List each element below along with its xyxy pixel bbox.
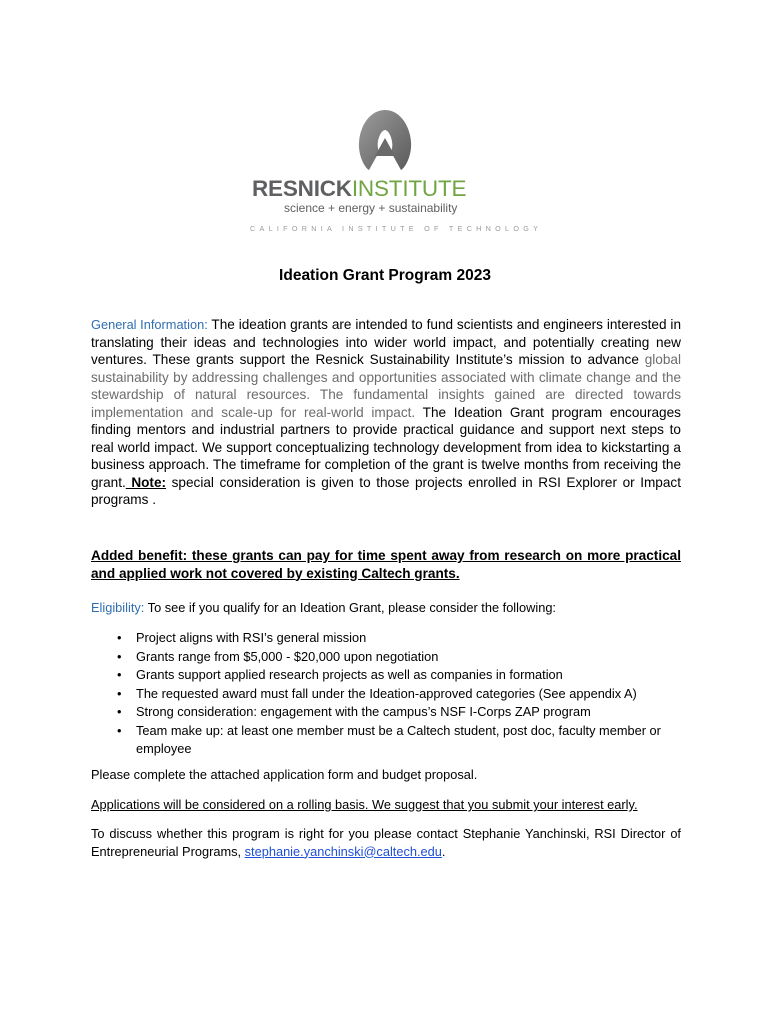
general-information-label: General Information:: [91, 317, 208, 332]
application-instruction: Please complete the attached application form and budget proposal.: [91, 767, 478, 782]
resnick-institute-logo: [0, 108, 770, 236]
resnick-logo-mark-icon: [355, 108, 415, 172]
list-item: • Project aligns with RSI’s general mission: [117, 630, 367, 645]
eligibility-label: Eligibility:: [91, 600, 145, 615]
rolling-basis-note: Applications will be considered on a rolling basis. We suggest that you submit your interest early.: [91, 797, 638, 812]
list-item: • The requested award must fall under the Ideation-approved categories (See appendix A): [117, 685, 637, 701]
logo-wordmark: RESNICKINSTITUTE: [252, 176, 467, 201]
added-benefit-statement: Added benefit: these grants can pay for time spent away from research on more practical and applied work not covered by existing Caltech grants.: [91, 548, 681, 581]
contact-email-link[interactable]: stephanie.yanchinski@caltech.edu: [244, 843, 442, 859]
page-title: Ideation Grant Program 2023: [279, 267, 491, 284]
eligibility-intro: Eligibility: To see if you qualify for an Ideation Grant, please consider the following:: [91, 600, 556, 615]
list-item: • Team make up: at least one member must be a Caltech student, post doc, faculty member or employee: [117, 722, 661, 756]
list-item: • Grants range from $5,000 - $20,000 upon negotiation: [117, 648, 439, 664]
list-item: • Strong consideration: engagement with the campus’s NSF I-Corps ZAP program: [117, 704, 591, 719]
logo-tagline: science + energy + sustainability: [284, 201, 458, 215]
contact-paragraph: To discuss whether this program is right for you please contact Stephanie Yanchinski, RSI Director of Entrepreneurial Programs, stephanie.yanchinski@caltech.edu.: [91, 826, 681, 859]
general-information-paragraph: General Information: The ideation grants are intended to fund scientists and engineers interested in translating their ideas and technologies into wider world impact, and potentially creating new ventures. These grants support the Resnick Sustainability Institute’s mission to advance global sustainability by addressing challenges and opportunities associated with climate change and the stewardship of natural resources. The fundamental insights gained are directed towards implementation and scale-up for real-world impact. The Ideation Grant program encourages finding mentors and industrial partners to provide practical guidance and support next steps to real world impact. We support conceptualizing technology development from idea to kickstarting a business approach. The timeframe for completion of the grant is twelve months from receiving the grant. Note: special consideration is given to those projects enrolled in RSI Explorer or Impact programs .: [91, 317, 682, 507]
note-label: Note:: [125, 474, 167, 490]
logo-subtitle: CALIFORNIA INSTITUTE OF TECHNOLOGY: [250, 224, 543, 233]
list-item: • Grants support applied research projects as well as companies in formation: [117, 667, 563, 682]
eligibility-list: [117, 629, 687, 759]
